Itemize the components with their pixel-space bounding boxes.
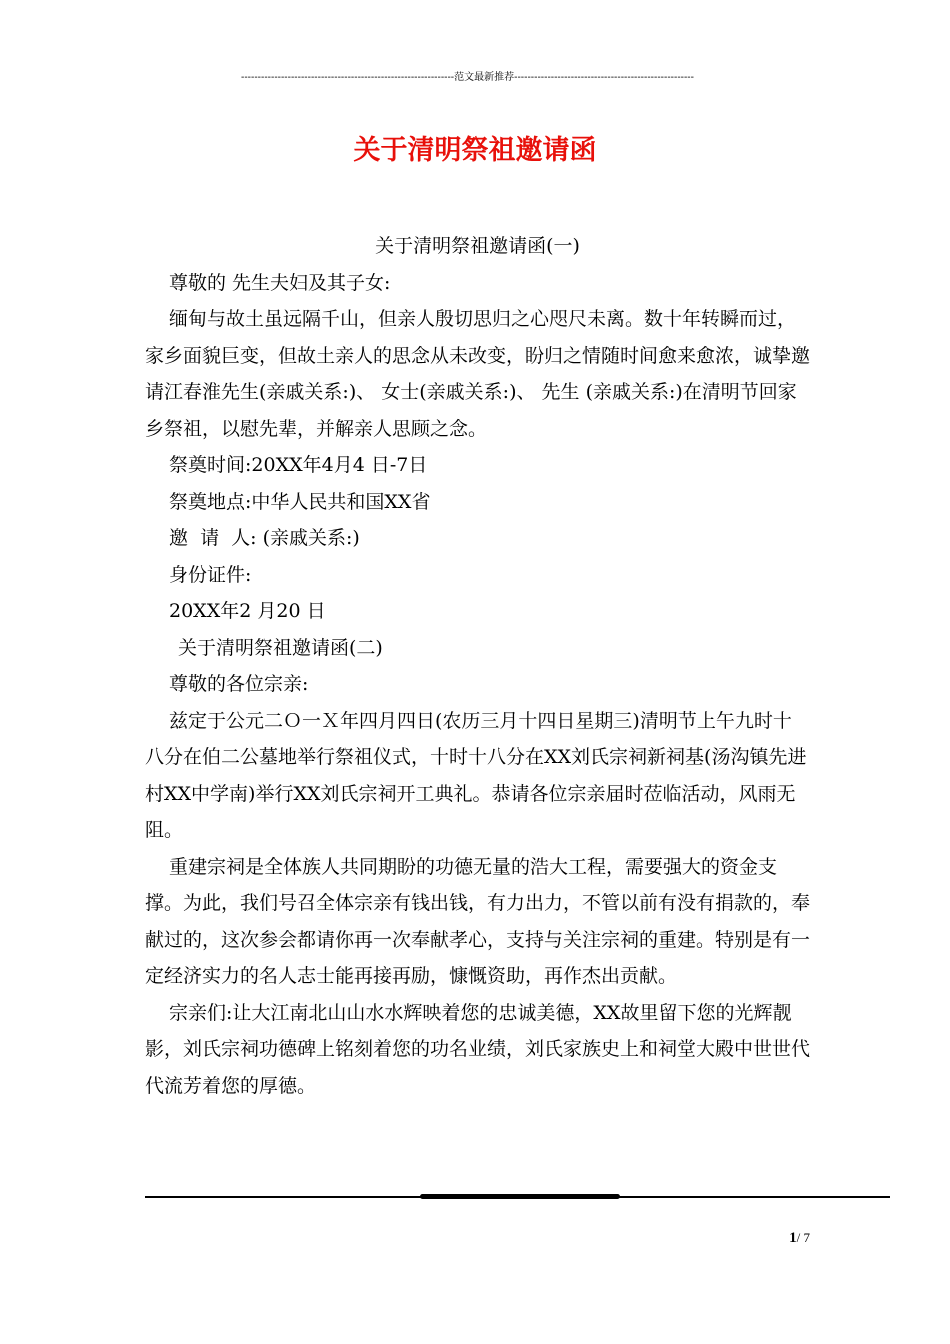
- letter2-heading: 关于清明祭祖邀请函(二): [178, 636, 383, 659]
- page-total: / 7: [796, 1230, 810, 1245]
- letter2-paragraph-2: 重建宗祠是全体族人共同期盼的功德无量的浩大工程，需要强大的资金支撑。为此，我们号召全体宗亲有钱出钱，有力出力，不管以前有没有捐款的，奉献过的，这次参会都请你再一次奉献孝心，支持与关注宗祠的重建。特别是有一定经济实力的名人志士能再接再励，慷慨资助，再作杰出贡献。: [145, 855, 811, 987]
- letter1-greeting: 尊敬的 先生夫妇及其子女:: [169, 271, 391, 294]
- footer-rule-accent: [420, 1194, 620, 1199]
- document-title: 关于清明祭祖邀请函: [353, 135, 597, 166]
- letter1-place: 祭奠地点:中华人民共和国XX省: [169, 490, 431, 513]
- page-number: [740, 1230, 810, 1247]
- letter1-time: 祭奠时间:20XX年4月4 日-7日: [169, 454, 428, 476]
- letter1-body: 缅甸与故土虽远隔千山，但亲人殷切思归之心咫尺未离。数十年转瞬而过，家乡面貌巨变，但故土亲人的思念从未改变，盼归之情随时间愈来愈浓，诚挚邀请江春淮先生(亲戚关系:)、 女士(亲戚关系:)、 先生 (亲戚关系:)在清明节回家乡祭祖，以慰先辈，并解亲人思顾之念。: [145, 308, 811, 440]
- letter1-date: 20XX年2 月20 日: [169, 600, 326, 622]
- letter1-id: 身份证件:: [169, 563, 252, 586]
- document-body: [145, 228, 810, 1104]
- letter1-heading: 关于清明祭祖邀请函(一): [375, 235, 580, 257]
- letter2-greeting: 尊敬的各位宗亲:: [169, 673, 309, 695]
- letter1-inviter: 邀 请 人: (亲戚关系:): [169, 527, 360, 549]
- header-dash-line: ----------------------------------------------------------------范文最新推荐------------------------------------------------------: [241, 72, 694, 83]
- letter2-paragraph-1: 兹定于公元二Ｏ一Ｘ年四月四日(农历三月十四日星期三)清明节上午九时十八分在伯二公墓地举行祭祖仪式，十时十八分在XX刘氏宗祠新祠基(汤沟镇先进村XX中学南)举行XX刘氏宗祠开工典礼。恭请各位宗亲届时莅临活动，风雨无阻。: [145, 709, 807, 841]
- page-current: 1: [789, 1230, 797, 1246]
- letter2-paragraph-3: 宗亲们:让大江南北山山水水辉映着您的忠诚美德，XX故里留下您的光辉靓影，刘氏宗祠功德碑上铭刻着您的功名业绩，刘氏家族史上和祠堂大殿中世世代代流芳着您的厚德。: [145, 1001, 811, 1097]
